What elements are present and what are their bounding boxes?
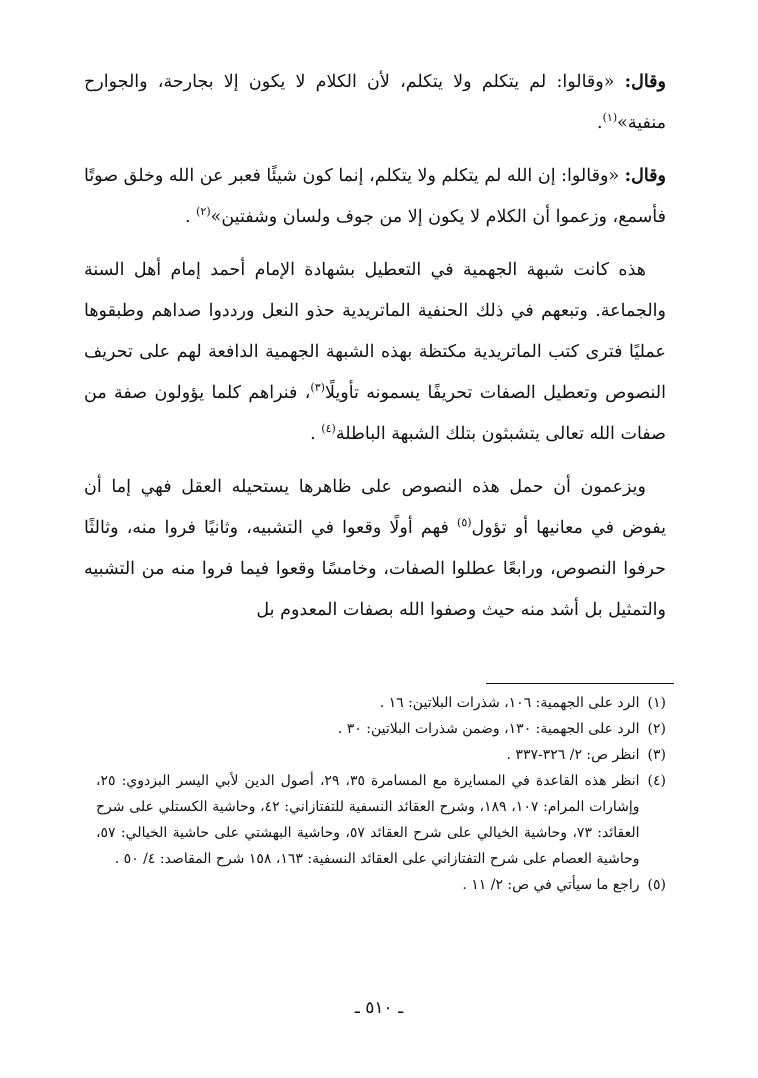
paragraph-body: «وقالوا: إن الله لم يتكلم ولا يتكلم، إنما كون شيئًا فعبر عن الله وخلق صوتًا فأسمع، وزعموا أن الكلام لا يكون إلا من جوف ولسان وشفتين» [83, 166, 666, 227]
footnote-number: (٢) [647, 721, 666, 737]
footnote-ref[interactable]: (٥) [457, 516, 472, 530]
footnote-3 [96, 742, 666, 768]
footnote-divider [486, 683, 674, 684]
paragraph-lead: وقال: [624, 72, 666, 92]
paragraph-1 [84, 62, 666, 144]
paragraph-body: هذه كانت شبهة الجهمية في التعطيل بشهادة الإمام أحمد إمام أهل السنة والجماعة. وتبعهم في ذلك الحنفية الماتريدية حذو النعل ورددوا صداهم وطبقوها عمليًا فترى كتب الماتريدية مكتظة بهذه الشبهة الجهمية الدافعة لهم على تحريف النصوص وتعطيل الصفات تحريفًا يسمونه تأويلًا [84, 260, 666, 403]
footnote-2 [96, 716, 666, 742]
paragraph-body: «وقالوا: لم يتكلم ولا يتكلم، لأن الكلام لا يكون إلا بجارحة، والجوارح منفية» [84, 72, 666, 133]
main-text [84, 62, 666, 643]
paragraph-body: ويزعمون أن حمل هذه النصوص على ظاهرها يستحيله العقل فهي إما أن يفوض في معانيها أو تؤول [84, 477, 666, 538]
footnote-text: انظر هذه القاعدة في المسايرة مع المسامرة ٣٥، ٢٩، أصول الدين لأبي اليسر البزدوي: ٢٥، وإشارات المرام: ١٠٧، ١٨٩، وشرح العقائد النسفية للتفتازاني: ٤٢، وحاشية الكستلي على شرح العقائد: ٧٣، وحاشية الخيالي على شرح العقائد ٥٧، وحاشية البهشتي على حاشية الخيالي: ٥٧، وحاشية العصام على شرح التفتازاني على العقائد النسفية: ١٦٣، ١٥٨ شرح المقاصد: ٤/ ٥٠ . [96, 773, 640, 867]
footnote-ref[interactable]: (٤) [321, 422, 336, 436]
paragraph-tail: . [310, 424, 322, 444]
footnotes [96, 690, 666, 898]
page-number: ـ ٥١٠ ـ [354, 998, 404, 1018]
paragraph-2 [84, 156, 666, 238]
paragraph-3 [84, 250, 666, 455]
footnote-5 [96, 872, 666, 898]
footnote-number: (١) [647, 695, 666, 711]
footnote-ref[interactable]: (٣) [310, 381, 325, 395]
paragraph-tail: فهم أولًا وقعوا في التشبيه، وثانيًا فروا منه، وثالثًا حرفوا النصوص، ورابعًا عطلوا الصفات، وخامسًا وقعوا فيما فروا منه من التشبيه والتمثيل بل أشد منه حيث وصفوا الله بصفات المعدوم بل [84, 518, 666, 620]
footnote-text: الرد على الجهمية: ١٠٦، شذرات البلاتين: ١٦ . [379, 695, 640, 711]
paragraph-tail: ، فنراهم كلما يؤولون صفة من صفات الله تعالى يتشبثون بتلك الشبهة الباطلة [84, 383, 666, 444]
paragraph-tail: . [184, 207, 197, 227]
footnote-text: الرد على الجهمية: ١٣٠، وضمن شذرات البلاتين: ٣٠ . [337, 721, 640, 737]
footnote-number: (٥) [647, 877, 666, 893]
footnote-text: راجع ما سيأتي في ص: ٢/ ١١ . [462, 877, 640, 893]
footnote-ref[interactable]: (٢) [196, 205, 211, 219]
paragraph-4 [84, 467, 666, 631]
footnote-text: انظر ص: ٢/ ٣٢٦-٣٣٧ . [506, 747, 640, 763]
paragraph-lead: وقال: [624, 166, 666, 186]
paragraph-tail: . [597, 113, 603, 133]
footnote-ref[interactable]: (١) [602, 111, 618, 125]
footnote-number: (٣) [647, 747, 666, 763]
footnote-number: (٤) [647, 773, 666, 789]
footnote-1 [96, 690, 666, 716]
footnote-4 [96, 768, 666, 872]
